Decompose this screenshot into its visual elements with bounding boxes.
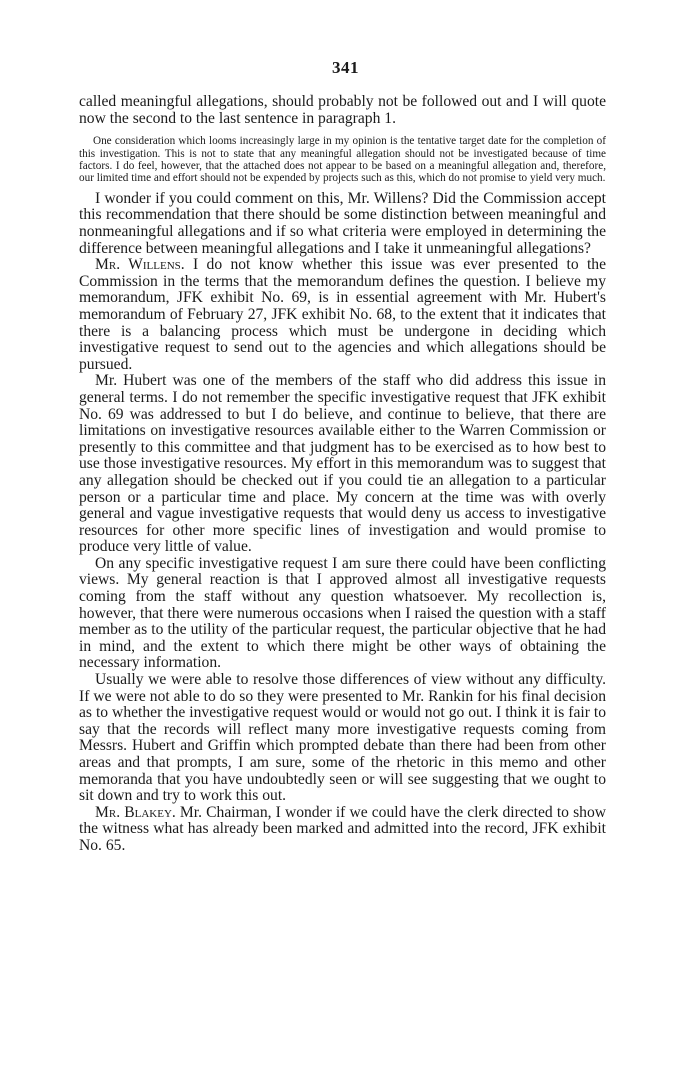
paragraph: Usually we were able to resolve those differences of view without any difficulty. If we were not able to do so they were presented to Mr. Rankin for his final decision as to whether the investigative request would or would not go out. I think it is fair to say that the records will reflect many more investigative requests coming from Messrs. Hubert and Griffin which prompted debate than there had been from other areas and that prompts, I am sure, some of the rhetoric in this memo and other memoranda that you have undoubtedly seen or will see suggesting that we ought to sit down and try to work this out. — [79, 671, 606, 805]
paragraph: Mr. Hubert was one of the members of the staff who did address this issue in general terms. I do not remember the specific investigative request that JFK exhibit No. 69 was addressed to but I do believe, and continue to believe, that there are limitations on investigative resources available either to the Warren Commission or presently to this committee and that judgment has to be exercised as to how best to use those investigative resources. My effort in this memorandum was to suggest that any allegation should be checked out if you could tie an allegation to a particular person or a particular time and place. My concern at the time was with overly general and vague investigative requests that would deny us access to investigative resources for other more specific lines of investigation and would promise to produce very little of value. — [79, 372, 606, 556]
paragraph: On any specific investigative request I am sure there could have been conflicting views. My general reaction is that I approved almost all investigative requests coming from the staff without any question whatsoever. My recollection is, however, that there were numerous occasions when I raised the question with a staff member as to the utility of the particular request, the particular objective that he had in mind, and the extent to which there might be other ways of obtaining the necessary information. — [79, 554, 606, 672]
page-number: 341 — [332, 58, 359, 77]
speaker-text: Mr. Chairman, I wonder if we could have the clerk directed to show the witness what has already been marked and admitted into the record, JFK exhibit No. 65. — [79, 803, 607, 854]
paragraph: called meaningful allegations, should probably not be followed out and I will quote now the second to the last sentence in paragraph 1. — [79, 93, 606, 127]
paragraph: I wonder if you could comment on this, Mr. Willens? Did the Commission accept this recommendation that there should be some distinction between meaningful and nonmeaningful allegations and if so what criteria were employed in determining the difference between meaningful allegations and I take it unmeaningful allegations? — [79, 189, 606, 257]
speaker-text: I do not know whether this issue was ever presented to the Commission in the terms that the memorandum defines the question. I believe my memorandum, JFK exhibit No. 69, is in essential agreement with Mr. Hubert's memorandum of February 27, JFK exhibit No. 68, to the extent that it indicates that there is a balancing process which must be undergone in deciding which investigative request to send out to the agencies and which allegations should be pursued. — [79, 256, 606, 373]
speaker-paragraph — [79, 805, 606, 855]
speaker-name: Mr. Blakey. — [95, 803, 176, 821]
speaker-name: Mr. Willens. — [95, 256, 185, 274]
block-quote: One consideration which looms increasingly large in my opinion is the tentative target date for the completion of this investigation. This is not to state that any meaningful allegation should not be investigated because of time factors. I do feel, however, that the attached does not appear to be based on a meaningful allegation and, therefore, our limited time and effort should not be expended by projects such as this, which do not promise to yield very much. — [79, 135, 606, 185]
page-body — [79, 94, 606, 855]
speaker-paragraph — [79, 257, 606, 373]
